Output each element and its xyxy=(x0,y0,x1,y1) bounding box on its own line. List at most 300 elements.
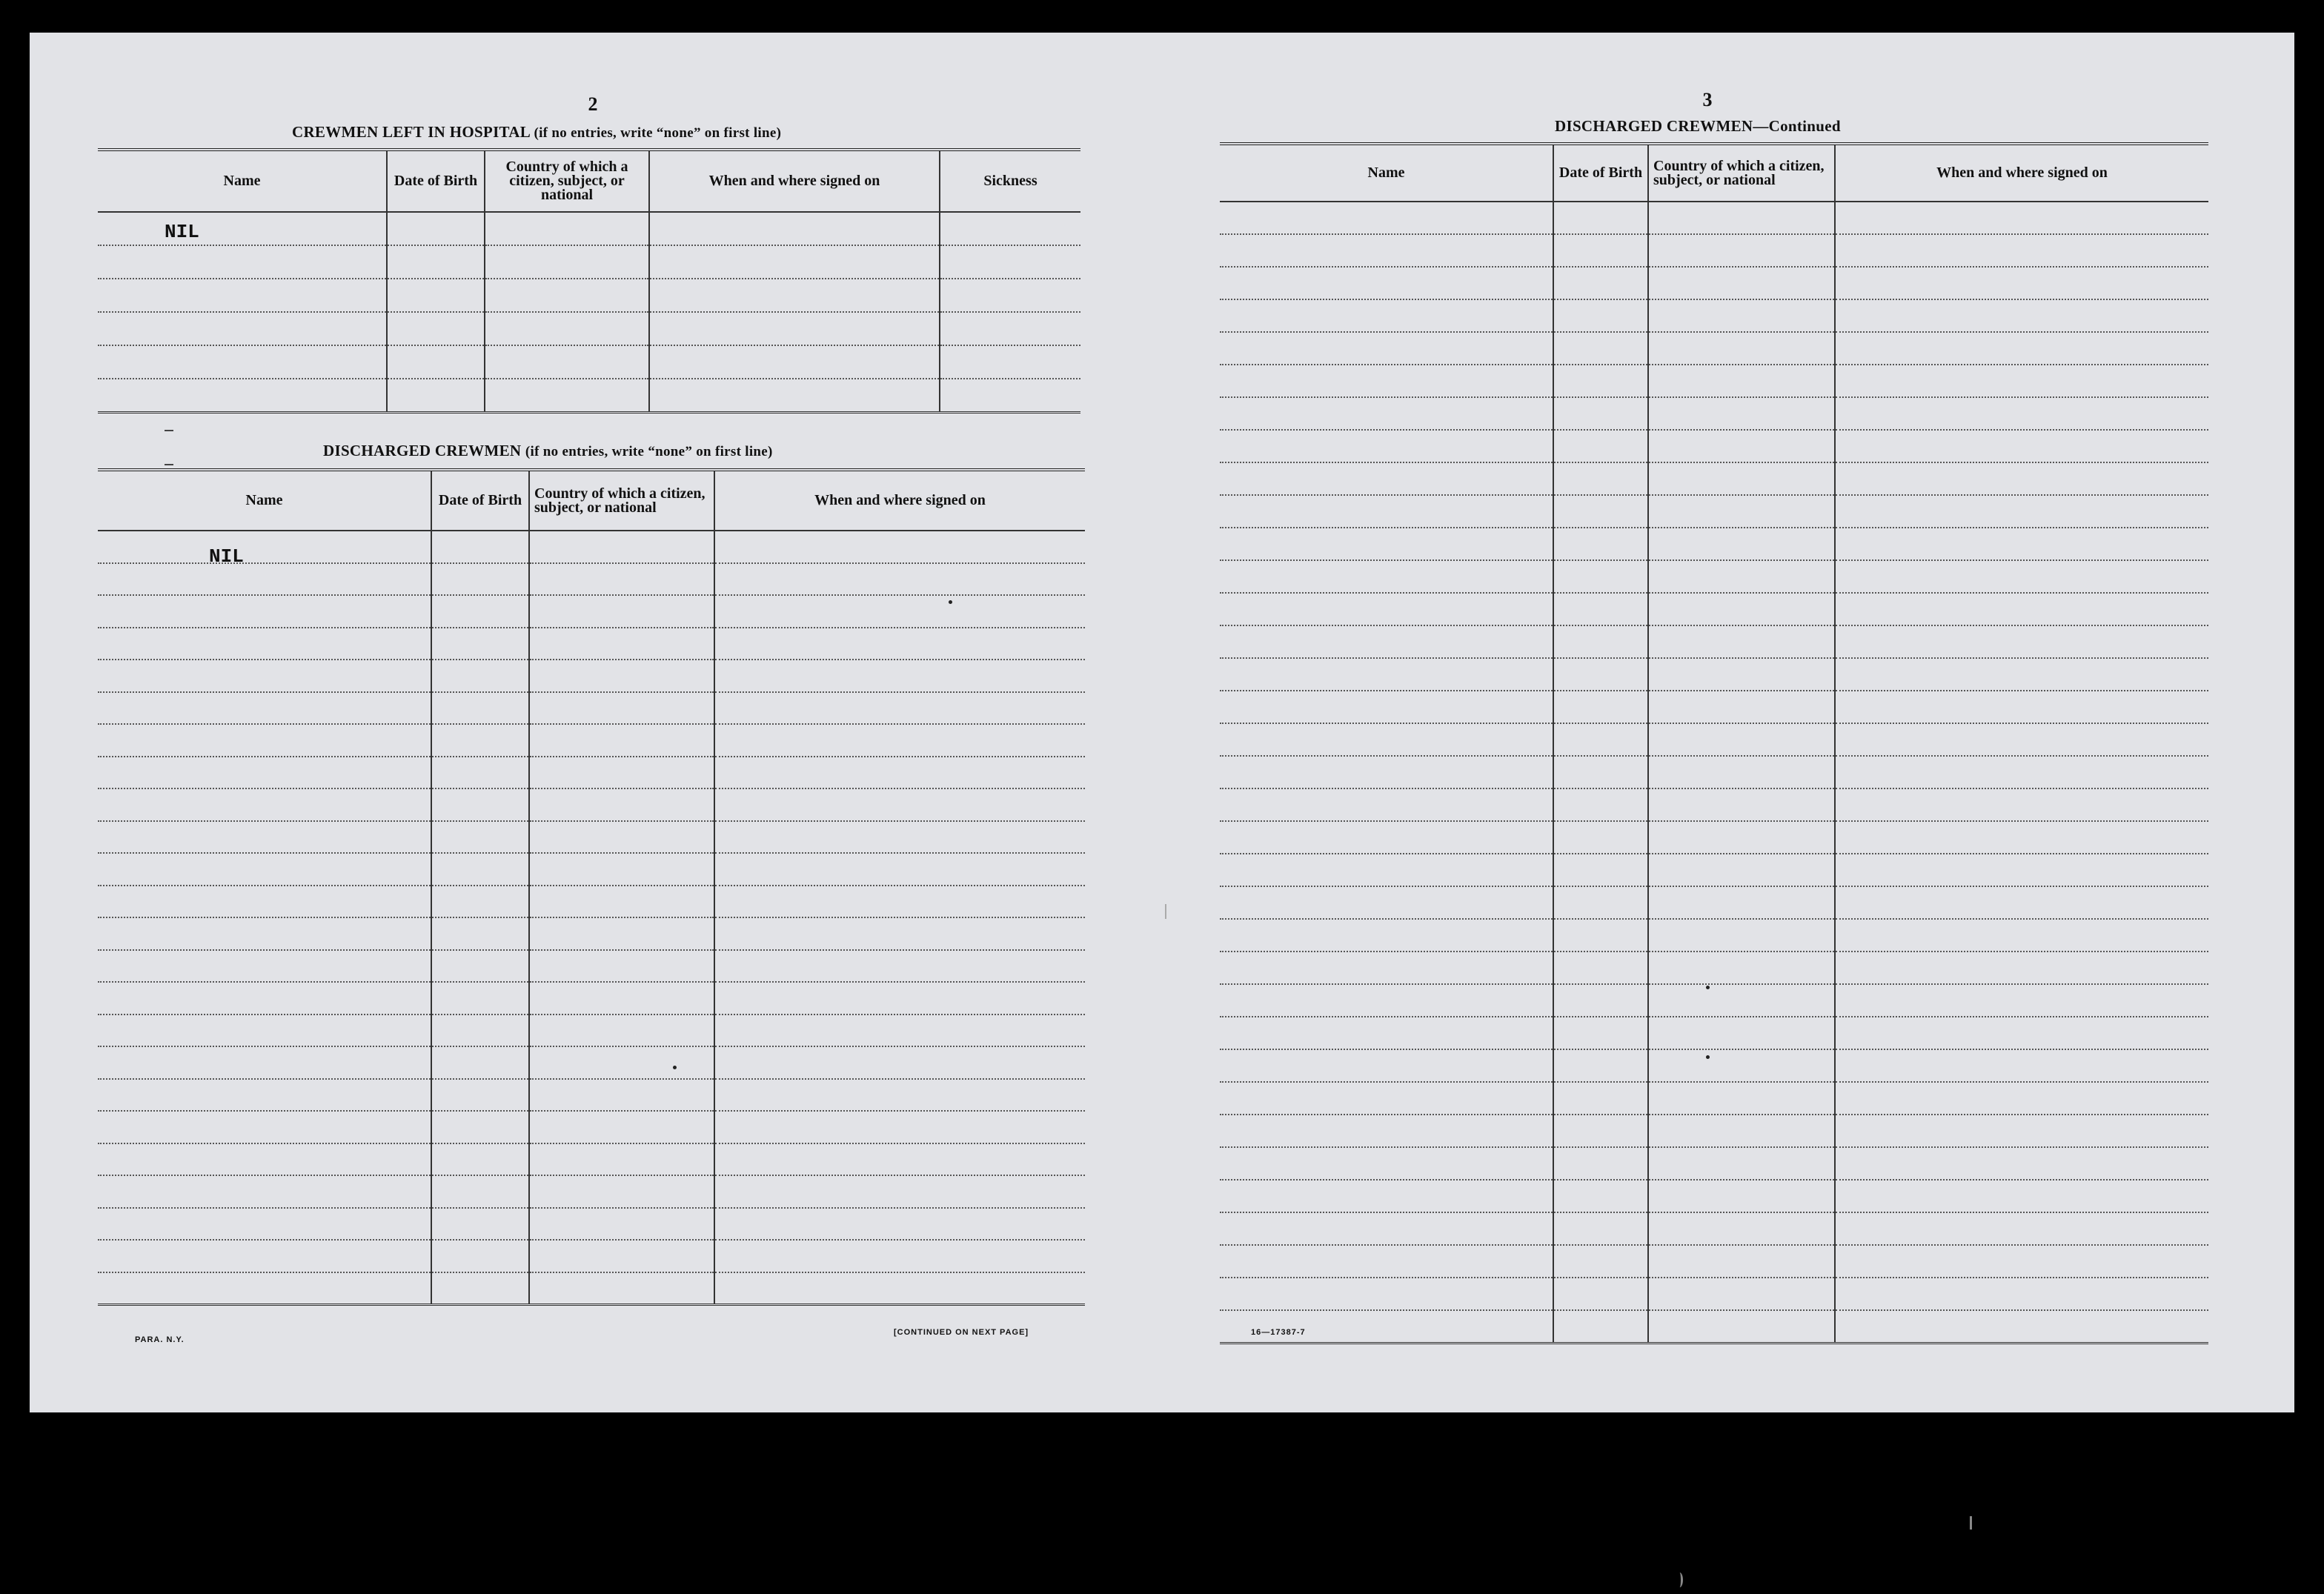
table-cell[interactable] xyxy=(431,1143,529,1176)
table-cell[interactable] xyxy=(1835,202,2208,234)
table-cell[interactable] xyxy=(940,279,1080,312)
table-cell[interactable] xyxy=(1553,593,1648,625)
table-cell[interactable] xyxy=(1648,267,1835,299)
table-cell[interactable] xyxy=(714,1079,1085,1112)
table-cell[interactable] xyxy=(1220,495,1553,528)
table-cell[interactable] xyxy=(1835,658,2208,691)
table-row xyxy=(98,886,1085,918)
table-cell[interactable] xyxy=(1220,625,1553,658)
table-cell[interactable] xyxy=(98,660,431,692)
table-cell[interactable] xyxy=(1648,788,1835,821)
discharged-instruction: (if no entries, write “none” on first line) xyxy=(525,444,773,459)
table-cell[interactable] xyxy=(1835,625,2208,658)
table-cell[interactable] xyxy=(98,1046,431,1079)
hospital-instruction: (if no entries, write “none” on first line) xyxy=(534,125,782,141)
table-cell[interactable] xyxy=(1648,332,1835,365)
table-cell[interactable] xyxy=(1835,1147,2208,1180)
table-cell[interactable] xyxy=(1220,1310,1553,1343)
table-cell[interactable] xyxy=(387,379,485,412)
table-cell[interactable] xyxy=(1835,1212,2208,1245)
table-cell[interactable] xyxy=(1553,1245,1648,1278)
table-cell[interactable] xyxy=(1220,397,1553,430)
table-cell[interactable] xyxy=(1220,919,1553,952)
table-row xyxy=(1220,1278,2208,1310)
table-cell[interactable] xyxy=(529,821,714,854)
table-row xyxy=(1220,332,2208,365)
table-cell[interactable] xyxy=(431,821,529,854)
table-cell[interactable] xyxy=(714,821,1085,854)
table-cell[interactable] xyxy=(714,1208,1085,1241)
table-cell[interactable] xyxy=(1553,919,1648,952)
printer-imprint: PARA. N.Y. xyxy=(135,1335,185,1344)
table-cell[interactable] xyxy=(1835,788,2208,821)
table-cell[interactable] xyxy=(98,1111,431,1143)
table-cell[interactable] xyxy=(485,312,649,345)
table-cell[interactable] xyxy=(1648,1245,1835,1278)
table-cell[interactable] xyxy=(529,692,714,725)
table-cell[interactable] xyxy=(1835,821,2208,854)
table-cell[interactable] xyxy=(98,886,431,918)
table-cell[interactable] xyxy=(387,345,485,379)
table-cell[interactable] xyxy=(431,886,529,918)
table-cell[interactable] xyxy=(431,595,529,628)
scan-speck xyxy=(949,600,952,604)
table-cell[interactable] xyxy=(1648,593,1835,625)
table-cell[interactable] xyxy=(940,312,1080,345)
table-cell[interactable] xyxy=(1553,1049,1648,1082)
table-cell[interactable] xyxy=(1220,462,1553,495)
table-cell[interactable] xyxy=(98,757,431,789)
table-row xyxy=(98,692,1085,725)
table-cell[interactable] xyxy=(98,1014,431,1047)
table-cell[interactable] xyxy=(431,1111,529,1143)
table-row xyxy=(98,950,1085,983)
table-cell[interactable] xyxy=(1553,723,1648,756)
table-cell[interactable] xyxy=(1835,495,2208,528)
table-cell[interactable] xyxy=(1220,365,1553,397)
table-cell[interactable] xyxy=(940,345,1080,379)
table-row xyxy=(98,279,1080,312)
table-cell[interactable] xyxy=(1220,821,1553,854)
table-cell[interactable] xyxy=(529,1240,714,1272)
table-cell[interactable] xyxy=(1553,234,1648,267)
table-cell[interactable] xyxy=(431,757,529,789)
table-row xyxy=(98,245,1080,279)
table-cell[interactable] xyxy=(529,917,714,950)
table-cell[interactable] xyxy=(1648,1115,1835,1147)
table-cell[interactable] xyxy=(529,595,714,628)
table-cell[interactable] xyxy=(431,1175,529,1208)
table-cell[interactable] xyxy=(1835,886,2208,919)
table-cell[interactable] xyxy=(649,279,940,312)
table-cell[interactable] xyxy=(940,379,1080,412)
table-cell[interactable] xyxy=(98,595,431,628)
table-cell[interactable] xyxy=(1553,952,1648,984)
table-cell[interactable] xyxy=(1553,202,1648,234)
table-cell[interactable] xyxy=(1648,1082,1835,1115)
table-cell[interactable] xyxy=(431,788,529,821)
table-cell[interactable] xyxy=(1648,495,1835,528)
table-cell[interactable] xyxy=(98,1272,431,1305)
table-cell[interactable] xyxy=(1553,430,1648,462)
table-cell[interactable] xyxy=(98,345,387,379)
table-cell[interactable] xyxy=(1220,430,1553,462)
table-cell[interactable] xyxy=(485,212,649,245)
table-row xyxy=(98,788,1085,821)
table-cell[interactable] xyxy=(1220,1115,1553,1147)
table-cell[interactable] xyxy=(485,379,649,412)
table-cell[interactable] xyxy=(1835,1278,2208,1310)
table-cell[interactable] xyxy=(940,245,1080,279)
table-cell[interactable] xyxy=(529,724,714,757)
table-cell[interactable] xyxy=(714,563,1085,596)
table-cell[interactable] xyxy=(714,1272,1085,1305)
table-cell[interactable] xyxy=(1553,854,1648,886)
table-cell[interactable] xyxy=(1648,919,1835,952)
table-cell[interactable] xyxy=(1220,723,1553,756)
table-cell[interactable] xyxy=(1835,1049,2208,1082)
table-cell[interactable] xyxy=(529,886,714,918)
table-cell[interactable] xyxy=(1220,788,1553,821)
table-cell[interactable] xyxy=(1648,1180,1835,1212)
table-cell[interactable] xyxy=(1648,1049,1835,1082)
table-cell[interactable] xyxy=(1553,756,1648,788)
table-row xyxy=(98,379,1080,412)
table-cell[interactable] xyxy=(714,1046,1085,1079)
table-cell[interactable] xyxy=(1553,1017,1648,1049)
table-cell[interactable] xyxy=(1648,1212,1835,1245)
table-cell[interactable] xyxy=(1553,332,1648,365)
edge-mark xyxy=(1970,1516,1972,1530)
table-cell[interactable] xyxy=(1220,691,1553,723)
table-cell[interactable] xyxy=(1835,397,2208,430)
table-row xyxy=(1220,1017,2208,1049)
table-row xyxy=(1220,1245,2208,1278)
table-cell[interactable] xyxy=(1835,365,2208,397)
table-cell[interactable] xyxy=(714,757,1085,789)
table-cell[interactable] xyxy=(714,950,1085,983)
table-cell[interactable] xyxy=(529,1111,714,1143)
table-cell[interactable] xyxy=(1648,1147,1835,1180)
table-cell[interactable] xyxy=(1220,202,1553,234)
table-cell[interactable] xyxy=(1648,397,1835,430)
table-cell[interactable] xyxy=(431,724,529,757)
table-cell[interactable] xyxy=(1553,397,1648,430)
table-cell[interactable] xyxy=(1835,1310,2208,1343)
table-cell[interactable] xyxy=(1553,560,1648,593)
table-cell[interactable] xyxy=(1835,267,2208,299)
table-cell[interactable] xyxy=(431,1014,529,1047)
table-row xyxy=(98,595,1085,628)
table-cell[interactable] xyxy=(714,724,1085,757)
table-cell[interactable] xyxy=(529,788,714,821)
table-cell[interactable] xyxy=(98,1240,431,1272)
col-country: Country of which a citizen, subject, or national xyxy=(485,150,649,212)
table-cell[interactable] xyxy=(1220,1180,1553,1212)
table-cell[interactable] xyxy=(1835,1180,2208,1212)
table-cell[interactable] xyxy=(1835,430,2208,462)
table-cell[interactable] xyxy=(485,245,649,279)
scan-speck xyxy=(1706,986,1710,989)
table-cell[interactable] xyxy=(529,1175,714,1208)
table-cell[interactable] xyxy=(1553,691,1648,723)
table-cell[interactable] xyxy=(529,757,714,789)
table-cell[interactable] xyxy=(98,279,387,312)
table-cell[interactable] xyxy=(1220,1049,1553,1082)
table-cell[interactable] xyxy=(1648,984,1835,1017)
table-cell[interactable] xyxy=(431,1208,529,1241)
table-cell[interactable] xyxy=(431,628,529,660)
table-cell[interactable] xyxy=(529,982,714,1014)
table-cell[interactable] xyxy=(1648,625,1835,658)
table-cell[interactable] xyxy=(714,1175,1085,1208)
left-page xyxy=(30,33,1141,1412)
table-cell[interactable] xyxy=(1648,1310,1835,1343)
table-cell[interactable] xyxy=(1648,821,1835,854)
table-cell[interactable] xyxy=(1835,299,2208,332)
table-cell[interactable] xyxy=(1553,1147,1648,1180)
table-row xyxy=(1220,1147,2208,1180)
table-cell[interactable] xyxy=(1648,952,1835,984)
table-cell[interactable] xyxy=(1553,1180,1648,1212)
table-cell[interactable] xyxy=(1553,788,1648,821)
table-cell[interactable] xyxy=(98,379,387,412)
table-cell[interactable] xyxy=(98,950,431,983)
table-cell[interactable] xyxy=(98,212,387,245)
table-cell[interactable] xyxy=(1553,886,1648,919)
table-cell[interactable] xyxy=(1648,658,1835,691)
table-cell[interactable] xyxy=(1835,528,2208,560)
table-cell[interactable] xyxy=(485,345,649,379)
table-cell[interactable] xyxy=(1835,462,2208,495)
table-cell[interactable] xyxy=(529,1046,714,1079)
table-cell[interactable] xyxy=(1835,1017,2208,1049)
table-cell[interactable] xyxy=(1220,299,1553,332)
table-cell[interactable] xyxy=(387,312,485,345)
table-cell[interactable] xyxy=(1220,1017,1553,1049)
table-cell[interactable] xyxy=(1220,854,1553,886)
table-cell[interactable] xyxy=(98,245,387,279)
table-cell[interactable] xyxy=(387,212,485,245)
table-cell[interactable] xyxy=(1648,299,1835,332)
table-cell[interactable] xyxy=(1835,1082,2208,1115)
table-cell[interactable] xyxy=(1835,332,2208,365)
table-cell[interactable] xyxy=(1220,234,1553,267)
table-cell[interactable] xyxy=(387,245,485,279)
table-cell[interactable] xyxy=(714,531,1085,563)
table-cell[interactable] xyxy=(1553,299,1648,332)
table-cell[interactable] xyxy=(714,1111,1085,1143)
pencil-mark xyxy=(1165,904,1166,919)
table-cell[interactable] xyxy=(529,1014,714,1047)
table-cell[interactable] xyxy=(98,1175,431,1208)
table-cell[interactable] xyxy=(98,312,387,345)
table-cell[interactable] xyxy=(1553,1115,1648,1147)
table-cell[interactable] xyxy=(529,628,714,660)
table-cell[interactable] xyxy=(98,1079,431,1112)
table-cell[interactable] xyxy=(1553,821,1648,854)
table-cell[interactable] xyxy=(1835,952,2208,984)
table-cell[interactable] xyxy=(714,982,1085,1014)
table-cell[interactable] xyxy=(98,788,431,821)
table-row xyxy=(1220,593,2208,625)
table-cell[interactable] xyxy=(1220,886,1553,919)
table-cell[interactable] xyxy=(1220,593,1553,625)
table-cell[interactable] xyxy=(1835,691,2208,723)
table-cell[interactable] xyxy=(1220,332,1553,365)
table-cell[interactable] xyxy=(1220,1212,1553,1245)
table-cell[interactable] xyxy=(1220,658,1553,691)
table-cell[interactable] xyxy=(1553,658,1648,691)
table-cell[interactable] xyxy=(431,1046,529,1079)
right-page xyxy=(1141,33,2294,1412)
table-cell[interactable] xyxy=(1835,1115,2208,1147)
table-cell[interactable] xyxy=(431,982,529,1014)
table-cell[interactable] xyxy=(431,950,529,983)
table-cell[interactable] xyxy=(98,531,431,563)
table-cell[interactable] xyxy=(387,279,485,312)
table-cell[interactable] xyxy=(1648,365,1835,397)
table-cell[interactable] xyxy=(649,212,940,245)
table-cell[interactable] xyxy=(431,531,529,563)
table-cell[interactable] xyxy=(940,212,1080,245)
table-cell[interactable] xyxy=(1553,1082,1648,1115)
table-cell[interactable] xyxy=(649,379,940,412)
table-cell[interactable] xyxy=(714,692,1085,725)
table-cell[interactable] xyxy=(1220,756,1553,788)
table-cell[interactable] xyxy=(529,853,714,886)
table-cell[interactable] xyxy=(1553,495,1648,528)
table-cell[interactable] xyxy=(1220,984,1553,1017)
table-cell[interactable] xyxy=(1553,365,1648,397)
table-cell[interactable] xyxy=(1835,919,2208,952)
table-cell[interactable] xyxy=(1648,691,1835,723)
table-cell[interactable] xyxy=(529,1143,714,1176)
table-cell[interactable] xyxy=(1220,560,1553,593)
table-cell[interactable] xyxy=(1835,593,2208,625)
table-cell[interactable] xyxy=(1835,234,2208,267)
table-cell[interactable] xyxy=(714,1240,1085,1272)
table-cell[interactable] xyxy=(1553,462,1648,495)
table-cell[interactable] xyxy=(1648,756,1835,788)
table-row xyxy=(98,1240,1085,1272)
table-cell[interactable] xyxy=(1648,462,1835,495)
table-cell[interactable] xyxy=(98,821,431,854)
table-cell[interactable] xyxy=(98,628,431,660)
table-cell[interactable] xyxy=(649,312,940,345)
table-cell[interactable] xyxy=(1220,267,1553,299)
table-cell[interactable] xyxy=(529,1272,714,1305)
table-cell[interactable] xyxy=(714,595,1085,628)
table-cell[interactable] xyxy=(98,1143,431,1176)
table-cell[interactable] xyxy=(649,245,940,279)
table-cell[interactable] xyxy=(1553,267,1648,299)
table-cell[interactable] xyxy=(1553,984,1648,1017)
table-cell[interactable] xyxy=(98,724,431,757)
table-cell[interactable] xyxy=(1553,1212,1648,1245)
table-cell[interactable] xyxy=(431,1272,529,1305)
table-cell[interactable] xyxy=(98,1208,431,1241)
table-cell[interactable] xyxy=(1835,1245,2208,1278)
table-cell[interactable] xyxy=(1835,723,2208,756)
table-cell[interactable] xyxy=(98,563,431,596)
table-cell[interactable] xyxy=(1220,528,1553,560)
table-cell[interactable] xyxy=(714,917,1085,950)
scan-speck xyxy=(673,1066,677,1069)
table-cell[interactable] xyxy=(529,660,714,692)
table-cell[interactable] xyxy=(529,1079,714,1112)
table-cell[interactable] xyxy=(1220,1245,1553,1278)
table-cell[interactable] xyxy=(529,950,714,983)
table-cell[interactable] xyxy=(1835,560,2208,593)
table-cell[interactable] xyxy=(1220,1082,1553,1115)
table-cell[interactable] xyxy=(529,531,714,563)
table-cell[interactable] xyxy=(1648,886,1835,919)
col-signed-on: When and where signed on xyxy=(1835,144,2208,202)
table-cell[interactable] xyxy=(714,660,1085,692)
table-cell[interactable] xyxy=(1648,528,1835,560)
table-cell[interactable] xyxy=(1648,854,1835,886)
table-cell[interactable] xyxy=(1648,234,1835,267)
table-cell[interactable] xyxy=(714,853,1085,886)
table-cell[interactable] xyxy=(1835,756,2208,788)
table-cell[interactable] xyxy=(1648,560,1835,593)
table-cell[interactable] xyxy=(1648,723,1835,756)
table-cell[interactable] xyxy=(1553,625,1648,658)
table-cell[interactable] xyxy=(431,917,529,950)
table-row xyxy=(1220,234,2208,267)
table-row xyxy=(98,1079,1085,1112)
table-cell[interactable] xyxy=(529,563,714,596)
table-cell[interactable] xyxy=(485,279,649,312)
table-cell[interactable] xyxy=(1648,202,1835,234)
table-cell[interactable] xyxy=(1648,1017,1835,1049)
table-cell[interactable] xyxy=(1648,1278,1835,1310)
table-cell[interactable] xyxy=(1553,528,1648,560)
table-cell[interactable] xyxy=(714,1014,1085,1047)
edge-mark xyxy=(1676,1573,1683,1587)
table-cell[interactable] xyxy=(1648,430,1835,462)
table-row xyxy=(1220,202,2208,234)
table-cell[interactable] xyxy=(431,1240,529,1272)
table-cell[interactable] xyxy=(98,692,431,725)
table-cell[interactable] xyxy=(1553,1310,1648,1343)
table-cell[interactable] xyxy=(529,1208,714,1241)
table-cell[interactable] xyxy=(98,982,431,1014)
table-cell[interactable] xyxy=(714,628,1085,660)
table-cell[interactable] xyxy=(431,563,529,596)
table-cell[interactable] xyxy=(1835,854,2208,886)
table-cell[interactable] xyxy=(1220,1147,1553,1180)
table-cell[interactable] xyxy=(649,345,940,379)
table-cell[interactable] xyxy=(1220,952,1553,984)
table-cell[interactable] xyxy=(431,853,529,886)
table-cell[interactable] xyxy=(714,886,1085,918)
table-cell[interactable] xyxy=(98,917,431,950)
hospital-rows xyxy=(98,212,1080,412)
table-cell[interactable] xyxy=(431,1079,529,1112)
table-cell[interactable] xyxy=(1835,984,2208,1017)
table-row xyxy=(98,628,1085,660)
table-cell[interactable] xyxy=(431,660,529,692)
table-cell[interactable] xyxy=(1220,1278,1553,1310)
table-cell[interactable] xyxy=(714,1143,1085,1176)
table-cell[interactable] xyxy=(1553,1278,1648,1310)
table-cell[interactable] xyxy=(714,788,1085,821)
table-cell[interactable] xyxy=(431,692,529,725)
table-cell[interactable] xyxy=(98,853,431,886)
table-row xyxy=(1220,919,2208,952)
